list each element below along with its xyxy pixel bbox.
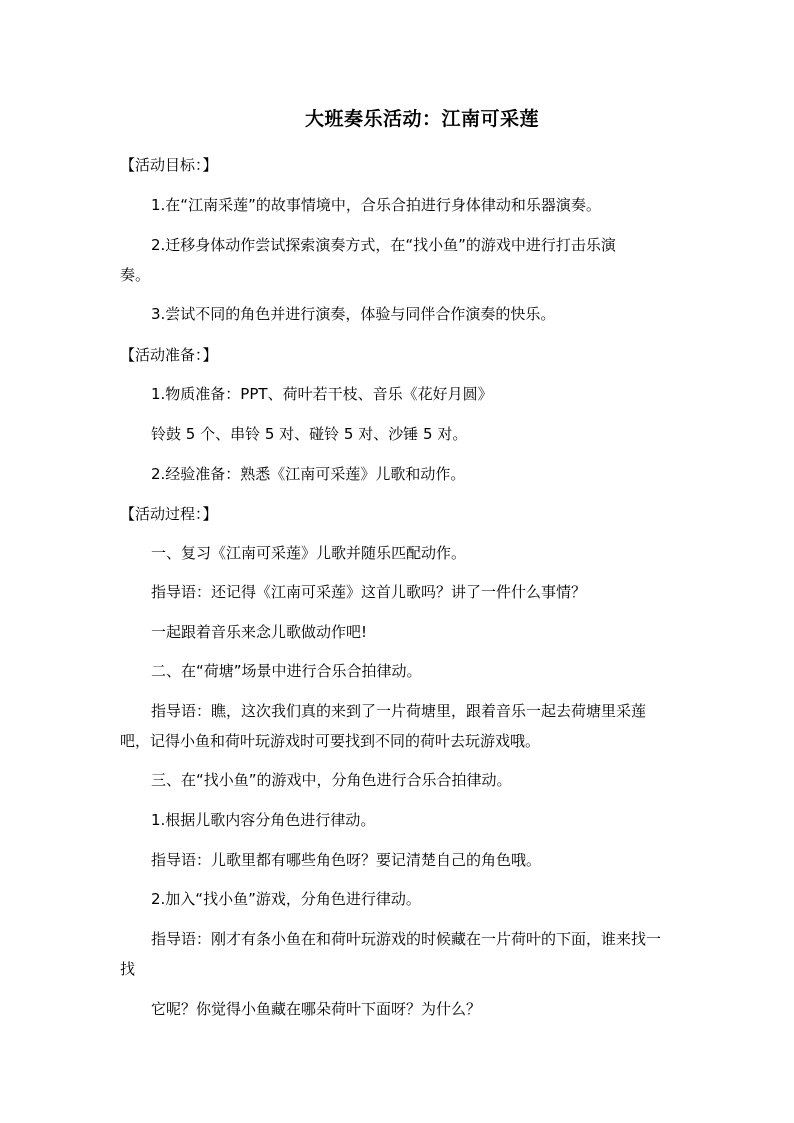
step-1: 一、复习《江南可采莲》儿歌并随乐匹配动作。 [151, 544, 467, 562]
goal-2: 2.迁移身体动作尝试探索演奏方式，在“找小鱼”的游戏中进行打击乐演奏。 [120, 236, 616, 284]
prep-1b: 铃鼓 5 个、串铃 5 对、碰铃 5 对、沙锤 5 对。 [151, 425, 468, 443]
guide-4: 指导语：刚才有条小鱼在和荷叶玩游戏的时候藏在一片荷叶的下面，谁来找一找 [120, 930, 662, 978]
step-3-1: 1.根据儿歌内容分角色进行律动。 [151, 811, 376, 829]
process-heading: 【活动过程：】 [120, 505, 218, 523]
guide-3: 指导语：儿歌里都有哪些角色呀？要记清楚自己的角色哦。 [151, 851, 542, 869]
guide-1: 指导语：还记得《江南可采莲》这首儿歌吗？讲了一件什么事情？ [151, 583, 587, 601]
document-title: 大班奏乐活动：江南可采莲 [304, 108, 539, 130]
goal-1: 1.在“江南采莲”的故事情境中，合乐合拍进行身体律动和乐器演奏。 [151, 196, 601, 214]
guide-2: 指导语：瞧，这次我们真的来到了一片荷塘里，跟着音乐一起去荷塘里采莲吧，记得小鱼和荷叶玩游戏时可要找到不同的荷叶去玩游戏哦。 [120, 702, 647, 750]
guide-1b: 一起跟着音乐来念儿歌做动作吧! [151, 623, 368, 641]
prep-1: 1.物质准备：PPT、荷叶若干枝、音乐《花好月圆》 [151, 385, 493, 403]
guide-4b: 它呢？你觉得小鱼藏在哪朵荷叶下面呀？为什么？ [151, 1000, 482, 1018]
prep-heading: 【活动准备：】 [120, 346, 218, 364]
goals-heading: 【活动目标：】 [120, 156, 218, 174]
prep-2: 2.经验准备：熟悉《江南可采莲》儿歌和动作。 [151, 465, 466, 483]
step-3: 三、在“找小鱼”的游戏中，分角色进行合乐合拍律动。 [151, 771, 512, 789]
step-3-2: 2.加入“找小鱼”游戏，分角色进行律动。 [151, 890, 421, 908]
goal-3: 3.尝试不同的角色并进行演奏，体验与同伴合作演奏的快乐。 [151, 305, 556, 323]
step-2: 二、在“荷塘”场景中进行合乐合拍律动。 [151, 662, 422, 680]
